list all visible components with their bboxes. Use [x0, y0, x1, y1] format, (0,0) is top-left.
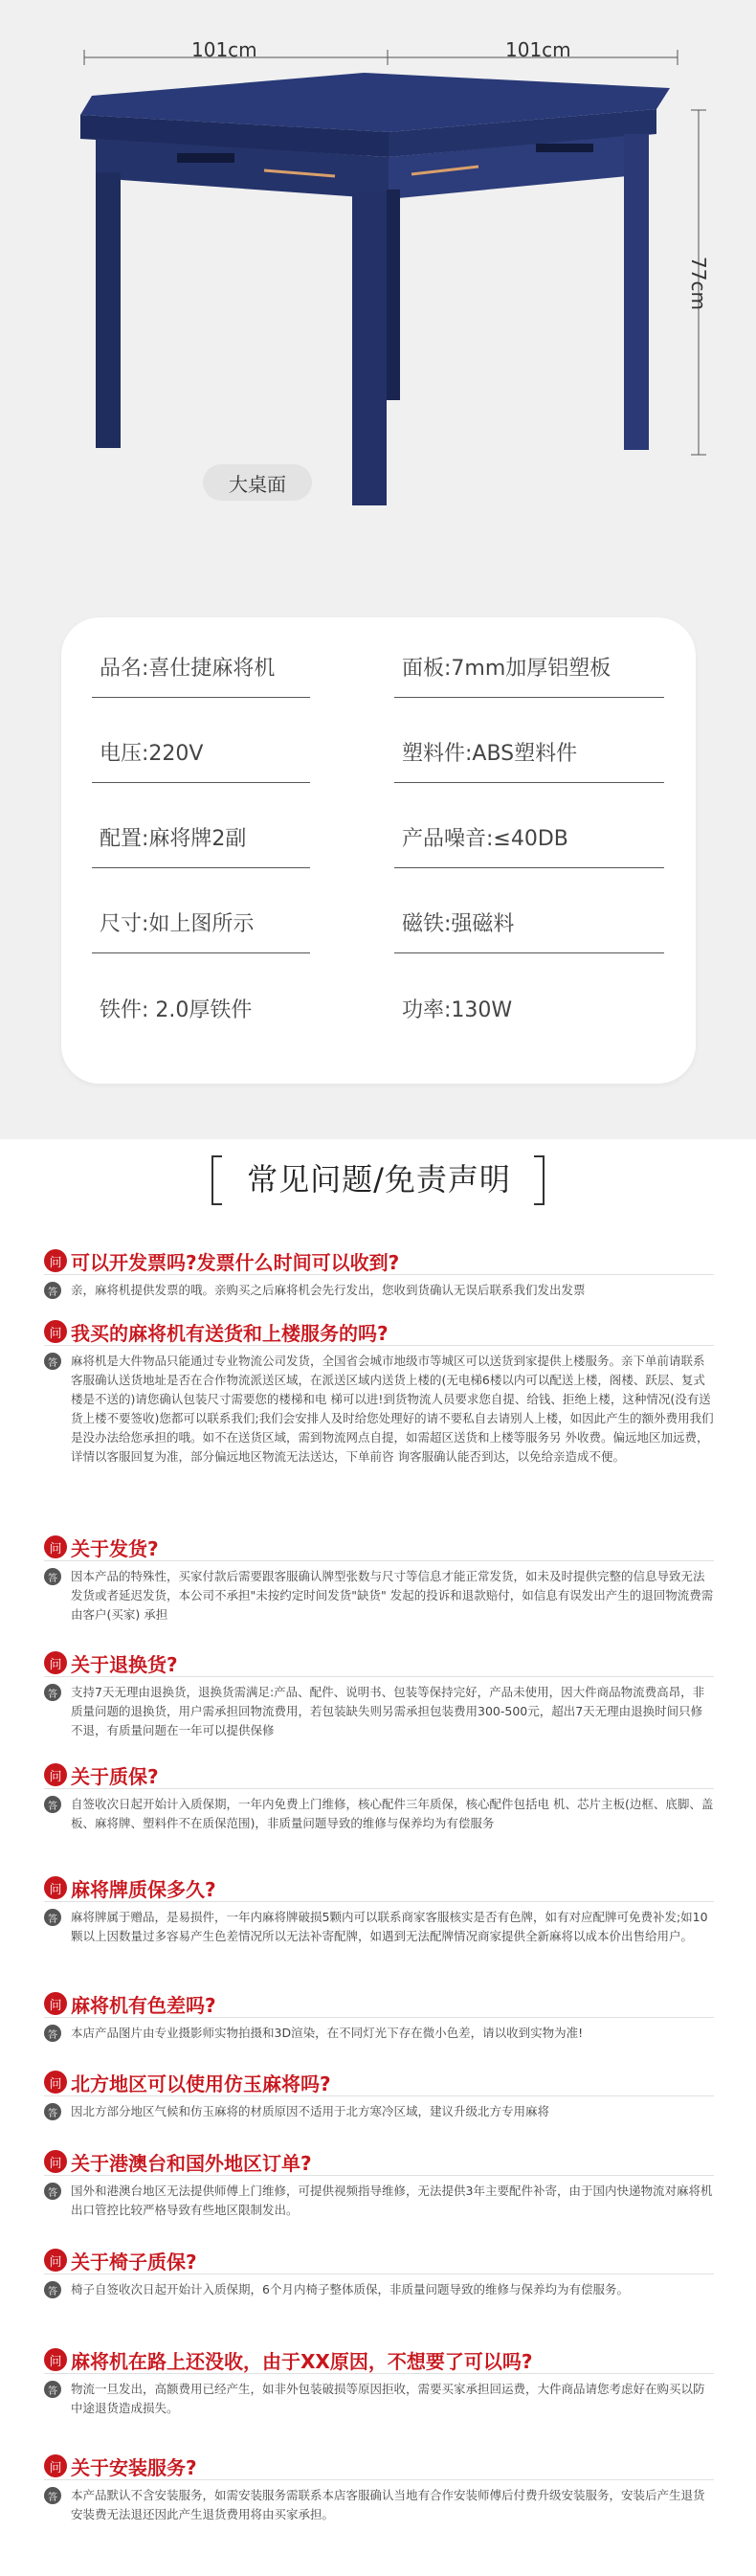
faq-item: [44, 2452, 714, 2524]
spec-item: 磁铁:强磁料: [394, 892, 664, 953]
question-icon: 问: [44, 1249, 67, 1272]
answer-icon: 答: [44, 2281, 61, 2298]
spec-item: 品名:喜仕捷麻将机: [92, 637, 310, 698]
answer-icon: 答: [44, 2381, 61, 2398]
faq-question: 关于退换货?: [71, 1652, 178, 1676]
faq-answer: 本店产品图片由专业摄影师实物拍摄和3D渲染，在不同灯光下存在微小色差，请以收到实物为准!: [71, 2026, 584, 2040]
faq-question: 我买的麻将机有送货和上楼服务的吗?: [71, 1321, 389, 1345]
answer-icon: 答: [44, 1909, 61, 1926]
spec-item: 功率:130W: [402, 997, 513, 1022]
question-icon: 问: [44, 1535, 67, 1558]
dimension-width-left: 101cm: [191, 38, 257, 61]
faq-answer: 椅子自签收次日起开始计入质保期，6个月内椅子整体质保，非质量问题导致的维修与保养均为有偿服务。: [71, 2282, 629, 2296]
faq-answer: 国外和港澳台地区无法提供师傅上门维修，可提供视频指导维修，无法提供3年主要配件补寄，由于国内快递物流对麻将机出口管控比较严格导致有些地区限制发出。: [71, 2184, 713, 2217]
faq-answer: 亲，麻将机提供发票的哦。亲购买之后麻将机会先行发出，您收到货确认无误后联系我们发出发票: [71, 1283, 586, 1297]
question-icon: 问: [44, 2348, 67, 2371]
faq-title: 常见问题/免责声明: [247, 1161, 511, 1198]
answer-icon: 答: [44, 1568, 61, 1585]
faq-answer: 物流一旦发出，高额费用已经产生，如非外包装破损等原因拒收，需要买家承担回运费，大件商品请您考虑好在购买以防中途退货造成损失。: [71, 2382, 705, 2415]
question-icon: 问: [44, 1876, 67, 1899]
faq-question: 北方地区可以使用仿玉麻将吗?: [71, 2072, 331, 2095]
question-icon: 问: [44, 2071, 67, 2094]
faq-answer: 麻将机是大件物品只能通过专业物流公司发货，全国省会城市地级市等城区可以送货到家提供上楼服务。亲下单前请联系客服确认送货地址是否在合作物流派送区域，在派送区域内送货上楼的(无电梯6楼以内可以配送上楼，阁楼、跃层、复式楼是不送的)请您确认包装尺寸需要您的楼梯和电 梯可以进!到货物流人员要求您自提、给钱、拒绝上楼，这种情况(没有送货上楼不要签收)您都可以联系我们;我们会安排人及时给您处理好的请不要私自去请别人上楼，如因此产生的额外费用我们是没办法给您承担的哦。如不在送货区域，需到物流网点自提，如需超区送货和上楼等服务另 外收费。偏远地区加远费，详情以客服回复为准，部分偏远地区物流无法送达，下单前咨 询客服确认能否到达，以免给亲造成不便。: [71, 1354, 714, 1464]
answer-icon: 答: [44, 2487, 61, 2504]
faq-item: [44, 2246, 714, 2299]
answer-icon: 答: [44, 1684, 61, 1701]
faq-item: [44, 1246, 714, 1300]
dimension-height: 77cm: [687, 257, 710, 310]
answer-icon: 答: [44, 1282, 61, 1299]
faq-question: 可以开发票吗?发票什么时间可以收到?: [71, 1250, 400, 1274]
answer-icon: 答: [44, 2183, 61, 2200]
question-icon: 问: [44, 2249, 67, 2272]
answer-icon: 答: [44, 1796, 61, 1813]
answer-icon: 答: [44, 2025, 61, 2042]
faq-answer: 自签收次日起开始计入质保期，一年内免费上门维修，核心配件三年质保，核心配件包括电 机、芯片主板(边框、底脚、盖板、麻将牌、塑料件不在质保范围)，非质量问题导致的维修与保养均为有偿服务: [71, 1797, 714, 1830]
faq-item: [44, 2068, 714, 2121]
caption-badge: 大桌面: [203, 464, 312, 501]
faq-question: 关于椅子质保?: [71, 2250, 197, 2274]
faq-answer: 麻将牌属于赠品，是易损件，一年内麻将牌破损5颗内可以联系商家客服核实是否有色牌，如有对应配牌可免费补发;如10颗以上因数量过多容易产生色差情况所以无法补寄配牌，如遇到无法配牌情况商家提供全新麻将以成本价出售给用户。: [71, 1910, 708, 1943]
faq-question: 关于安装服务?: [71, 2455, 197, 2479]
faq-item: [44, 1760, 714, 1833]
question-icon: 问: [44, 2454, 67, 2477]
faq-item: [44, 2345, 714, 2418]
faq-question: 关于质保?: [71, 1764, 159, 1788]
faq-answer: 因本产品的特殊性，买家付款后需要跟客服确认牌型张数与尺寸等信息才能正常发货，如未及时提供完整的信息导致无法发货或者延迟发货，本公司不承担"未按约定时间发货"缺货" 发起的投诉和退款赔付，如信息有误发出产生的退回物流费需由客户(买家) 承担: [71, 1569, 714, 1622]
spec-item: 配置:麻将牌2副: [92, 807, 310, 868]
answer-icon: 答: [44, 2103, 61, 2120]
faq-question: 关于港澳台和国外地区订单?: [71, 2151, 312, 2175]
spec-item: 电压:220V: [92, 722, 310, 783]
spec-item: 尺寸:如上图所示: [92, 892, 310, 953]
question-icon: 问: [44, 1763, 67, 1786]
answer-icon: 答: [44, 1353, 61, 1370]
faq-title-bracket: [0, 0, 756, 1235]
spec-item: 产品噪音:≤40DB: [394, 807, 664, 868]
question-icon: 问: [44, 1992, 67, 2015]
faq-answer: 因北方部分地区气候和仿玉麻将的材质原因不适用于北方寒冷区域，建议升级北方专用麻将: [71, 2104, 550, 2118]
faq-question: 关于发货?: [71, 1536, 159, 1560]
faq-answer: 本产品默认不含安装服务，如需安装服务需联系本店客服确认当地有合作安装师傅后付费升级安装服务，安装后产生退货安装费无法退还因此产生退货费用将由买家承担。: [71, 2488, 705, 2521]
faq-item: [44, 1317, 714, 1467]
faq-item: [44, 1533, 714, 1624]
faq-item: [44, 1873, 714, 1946]
question-icon: 问: [44, 2150, 67, 2173]
spec-item: 面板:7mm加厚铝塑板: [394, 637, 664, 698]
spec-item: 塑料件:ABS塑料件: [394, 722, 664, 783]
faq-item: [44, 1989, 714, 2043]
faq-question: 麻将牌质保多久?: [71, 1877, 216, 1901]
spec-item: 铁件: 2.0厚铁件: [100, 997, 253, 1022]
faq-question: 麻将机在路上还没收，由于XX原因，不想要了可以吗?: [71, 2349, 533, 2373]
question-icon: 问: [44, 1651, 67, 1674]
question-icon: 问: [44, 1320, 67, 1343]
faq-item: [44, 2147, 714, 2220]
faq-answer: 支持7天无理由退换货，退换货需满足:产品、配件、说明书、包装等保持完好，产品未使用，因大件商品物流费高昂，非质量问题的退换货，用户需承担回物流费用，若包装缺失则另需承担包装费用300-500元，超出7天无理由退换时间只修不退，有质量问题在一年可以提供保修: [71, 1685, 705, 1737]
faq-question: 麻将机有色差吗?: [71, 1993, 216, 2017]
faq-item: [44, 1648, 714, 1740]
dimension-width-right: 101cm: [505, 38, 571, 61]
